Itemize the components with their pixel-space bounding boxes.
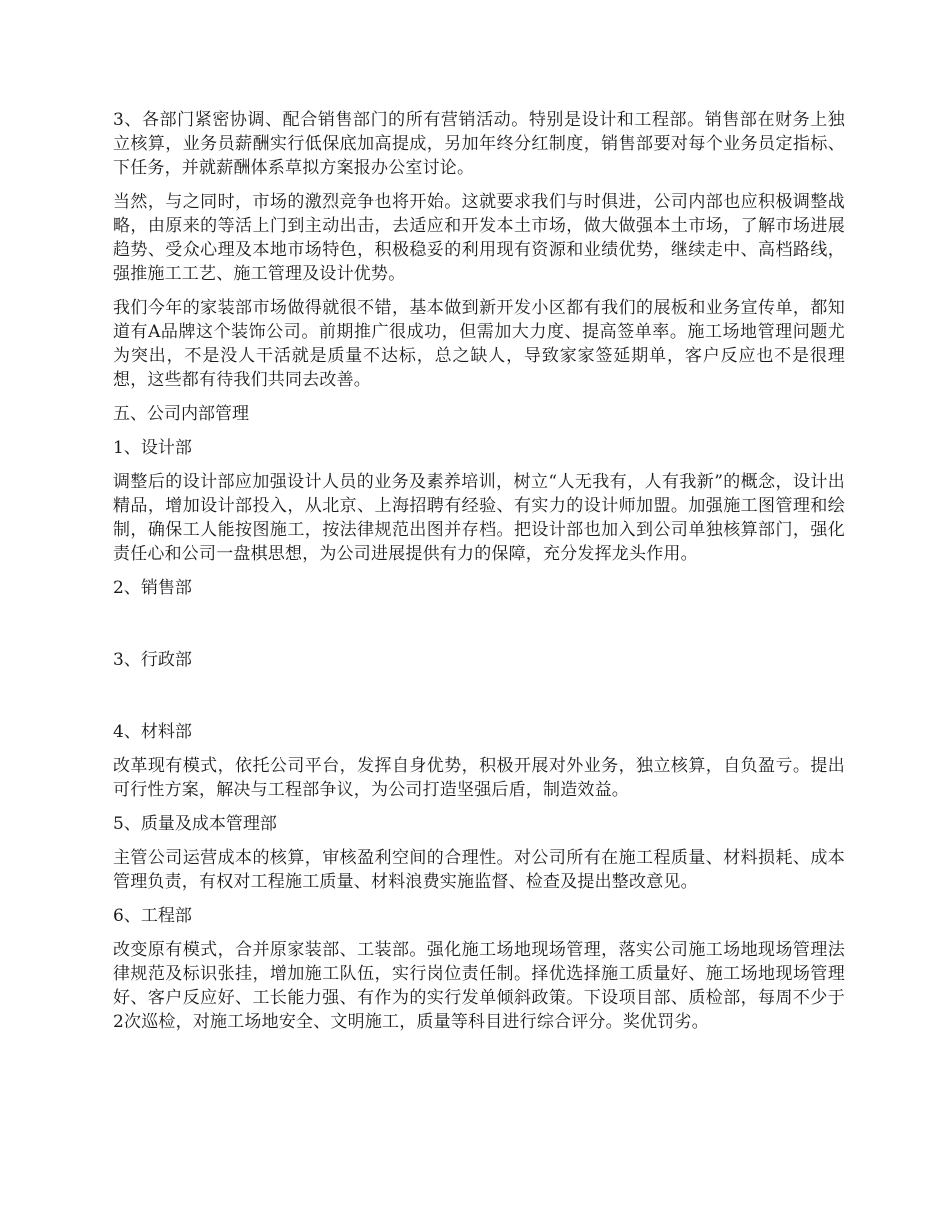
subheading-design-dept: 1、设计部 (113, 438, 192, 458)
paragraph-design-dept: 调整后的设计部应加强设计人员的业务及素养培训，树立“人无我有，人有我新”的概念，设计出精品，增加设计部投入，从北京、上海招聘有经验、有实力的设计师加盟。加强施工图管理和绘制，确保工人能按图施工，按法律规范出图并存档。把设计部也加入到公司单独核算部门，强化责任心和公司一盘棋思想，为公司进展提供有力的保障，充分发挥龙头作用。 (113, 472, 845, 564)
subheading-quality-cost-dept: 5、质量及成本管理部 (113, 814, 277, 834)
document-page (113, 108, 845, 1044)
subheading-material-dept: 4、材料部 (113, 722, 192, 742)
section-heading-internal-management: 五、公司内部管理 (113, 404, 249, 424)
paragraph-home-decoration-market: 我们今年的家装部市场做得就很不错，基本做到新开发小区都有我们的展板和业务宣传单，都知道有A品牌这个装饰公司。前期推广很成功，但需加大力度、提高签单率。施工场地管理问题尤为突出，不是没人干活就是质量不达标，总之缺人，导致家家签延期单，客户反应也不是很理想，这些都有待我们共同去改善。 (113, 298, 845, 390)
subheading-sales-dept: 2、销售部 (113, 578, 192, 598)
paragraph-quality-cost-dept: 主管公司运营成本的核算，审核盈利空间的合理性。对公司所有在施工程质量、材料损耗、成本管理负责，有权对工程施工质量、材料浪费实施监督、检查及提出整改意见。 (113, 848, 845, 892)
subheading-engineering-dept: 6、工程部 (113, 906, 192, 926)
paragraph-marketing-coordination: 3、各部门紧密协调、配合销售部门的所有营销活动。特别是设计和工程部。销售部在财务上独立核算，业务员薪酬实行低保底加高提成，另加年终分红制度，销售部要对每个业务员定指标、下任务，并就薪酬体系草拟方案报办公室讨论。 (113, 110, 845, 178)
paragraph-material-dept: 改革现有模式，依托公司平台，发挥自身优势，积极开展对外业务，独立核算，自负盈亏。提出可行性方案，解决与工程部争议，为公司打造坚强后盾，制造效益。 (113, 756, 845, 800)
paragraph-engineering-dept: 改变原有模式，合并原家装部、工装部。强化施工场地现场管理，落实公司施工场地现场管理法律规范及标识张挂，增加施工队伍，实行岗位责任制。择优选择施工质量好、施工场地现场管理好、客户反应好、工长能力强、有作为的实行发单倾斜政策。下设项目部、质检部，每周不少于2次巡检，对施工场地安全、文明施工，质量等科目进行综合评分。奖优罚劣。 (113, 940, 845, 1032)
paragraph-market-competition: 当然，与之同时，市场的激烈竞争也将开始。这就要求我们与时俱进，公司内部也应积极调整战略，由原来的等活上门到主动出击，去适应和开发本土市场，做大做强本土市场，了解市场进展趋势、受众心理及本地市场特色，积极稳妥的利用现有资源和业绩优势，继续走中、高档路线，强推施工工艺、施工管理及设计优势。 (113, 192, 845, 284)
blank-space (113, 610, 845, 648)
subheading-admin-dept: 3、行政部 (113, 650, 192, 670)
blank-space (113, 682, 845, 720)
